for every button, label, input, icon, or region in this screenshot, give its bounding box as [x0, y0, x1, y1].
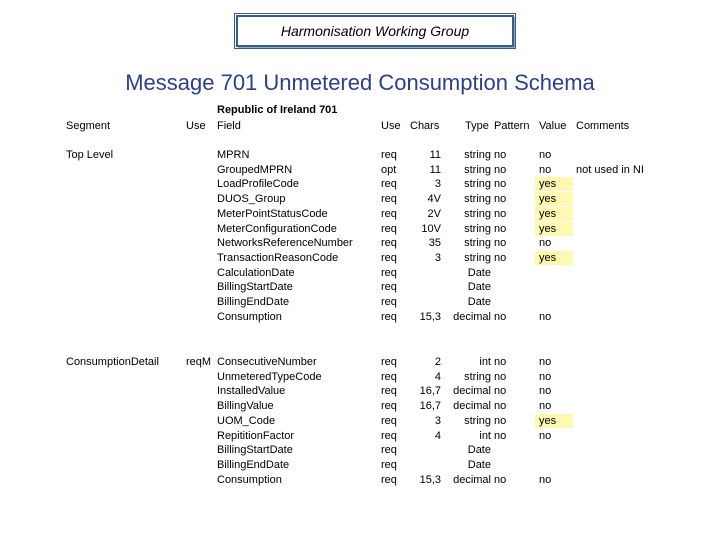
field-use: req	[381, 267, 397, 279]
field-name: InstalledValue	[217, 385, 286, 397]
segment-name: Top Level	[66, 149, 114, 161]
field-name: BillingValue	[217, 400, 274, 412]
field-name: MeterConfigurationCode	[217, 223, 337, 235]
field-value: yes	[539, 415, 557, 427]
field-value: no	[539, 149, 552, 161]
field-value: no	[539, 356, 552, 368]
field-pattern: no	[494, 149, 507, 161]
field-chars: 15,3	[419, 311, 441, 323]
field-type: Date	[467, 281, 491, 293]
field-type: int	[479, 356, 491, 368]
field-chars: 3	[434, 178, 441, 190]
page-title: Message 701 Unmetered Consumption Schema	[125, 70, 595, 95]
field-use: req	[381, 193, 397, 205]
field-type: string	[464, 193, 491, 205]
segment-use: reqM	[186, 356, 212, 368]
field-type: string	[464, 223, 491, 235]
field-comments: not used in NI	[576, 164, 644, 176]
field-name: BillingStartDate	[217, 444, 293, 456]
field-chars: 15,3	[419, 474, 441, 486]
field-type: decimal	[453, 400, 491, 412]
header-type: Type	[465, 120, 489, 132]
field-chars: 2V	[427, 208, 441, 220]
field-value: no	[539, 164, 552, 176]
field-use: req	[381, 252, 397, 264]
field-pattern: no	[494, 208, 507, 220]
field-chars: 4	[434, 430, 441, 442]
field-pattern: no	[494, 252, 507, 264]
field-type: string	[464, 164, 491, 176]
field-value: yes	[539, 193, 557, 205]
field-chars: 4V	[427, 193, 441, 205]
field-name: NetworksReferenceNumber	[217, 237, 353, 249]
field-type: decimal	[453, 474, 491, 486]
field-use: opt	[381, 164, 397, 176]
field-name: GroupedMPRN	[217, 164, 293, 176]
field-type: int	[479, 430, 491, 442]
field-chars: 10V	[421, 223, 441, 235]
field-use: req	[381, 149, 397, 161]
banner: Harmonisation Working Group	[236, 15, 514, 47]
field-value: no	[539, 237, 552, 249]
field-use: req	[381, 296, 397, 308]
field-use: req	[381, 223, 397, 235]
field-name: ConsecutiveNumber	[217, 356, 317, 368]
field-value: no	[539, 474, 552, 486]
field-chars: 3	[434, 252, 441, 264]
field-use: req	[381, 459, 397, 471]
header-use-field: Use	[381, 120, 401, 132]
field-chars: 3	[434, 415, 441, 427]
field-pattern: no	[494, 178, 507, 190]
header-pattern: Pattern	[494, 120, 530, 132]
field-chars: 2	[434, 356, 441, 368]
field-pattern: no	[494, 474, 507, 486]
field-name: RepititionFactor	[217, 430, 295, 442]
field-use: req	[381, 208, 397, 220]
field-type: Date	[467, 267, 491, 279]
field-pattern: no	[494, 311, 507, 323]
field-name: LoadProfileCode	[217, 178, 299, 190]
field-value: no	[539, 430, 552, 442]
field-name: MeterPointStatusCode	[217, 208, 328, 220]
field-type: string	[464, 237, 491, 249]
field-type: string	[464, 252, 491, 264]
field-type: string	[464, 371, 491, 383]
header-use: Use	[186, 120, 206, 132]
field-value: yes	[539, 208, 557, 220]
header-segment: Segment	[66, 120, 111, 132]
field-pattern: no	[494, 164, 507, 176]
field-chars: 16,7	[419, 400, 441, 412]
field-type: Date	[467, 296, 491, 308]
field-value: no	[539, 385, 552, 397]
field-pattern: no	[494, 223, 507, 235]
field-chars: 11	[429, 149, 441, 161]
field-name: DUOS_Group	[217, 193, 286, 205]
field-pattern: no	[494, 356, 507, 368]
field-name: Consumption	[217, 474, 282, 486]
field-use: req	[381, 415, 397, 427]
field-value: no	[539, 400, 552, 412]
header-field: Field	[217, 120, 241, 132]
header-value: Value	[539, 120, 567, 132]
field-chars: 4	[434, 371, 441, 383]
field-type: decimal	[453, 385, 491, 397]
field-pattern: no	[494, 193, 507, 205]
field-type: Date	[467, 459, 491, 471]
field-type: string	[464, 415, 491, 427]
field-value: no	[539, 311, 552, 323]
field-pattern: no	[494, 430, 507, 442]
field-name: UnmeteredTypeCode	[217, 371, 322, 383]
field-use: req	[381, 311, 397, 323]
field-use: req	[381, 430, 397, 442]
group-header: Republic of Ireland 701	[217, 104, 338, 116]
field-use: req	[381, 281, 397, 293]
field-name: MPRN	[217, 149, 250, 161]
field-pattern: no	[494, 400, 507, 412]
field-type: decimal	[453, 311, 491, 323]
field-pattern: no	[494, 371, 507, 383]
field-chars: 35	[428, 237, 441, 249]
header-chars: Chars	[410, 120, 440, 132]
field-name: Consumption	[217, 311, 282, 323]
field-type: string	[464, 208, 491, 220]
field-type: string	[464, 178, 491, 190]
field-value: yes	[539, 178, 557, 190]
field-name: BillingStartDate	[217, 281, 293, 293]
field-pattern: no	[494, 237, 507, 249]
field-name: CalculationDate	[217, 267, 295, 279]
field-use: req	[381, 371, 397, 383]
field-name: BillingEndDate	[217, 296, 290, 308]
field-use: req	[381, 474, 397, 486]
field-name: BillingEndDate	[217, 459, 290, 471]
field-name: UOM_Code	[217, 415, 276, 427]
field-use: req	[381, 444, 397, 456]
field-type: Date	[467, 444, 491, 456]
field-use: req	[381, 400, 397, 412]
field-value: no	[539, 371, 552, 383]
field-value: yes	[539, 223, 557, 235]
field-pattern: no	[494, 385, 507, 397]
segment-name: ConsumptionDetail	[66, 356, 159, 368]
field-use: req	[381, 356, 397, 368]
field-value: yes	[539, 252, 557, 264]
field-name: TransactionReasonCode	[217, 252, 339, 264]
field-chars: 16,7	[419, 385, 441, 397]
header-comments: Comments	[576, 120, 630, 132]
field-type: string	[464, 149, 491, 161]
field-use: req	[381, 385, 397, 397]
field-chars: 11	[429, 164, 441, 176]
field-use: req	[381, 237, 397, 249]
field-use: req	[381, 178, 397, 190]
field-pattern: no	[494, 415, 507, 427]
